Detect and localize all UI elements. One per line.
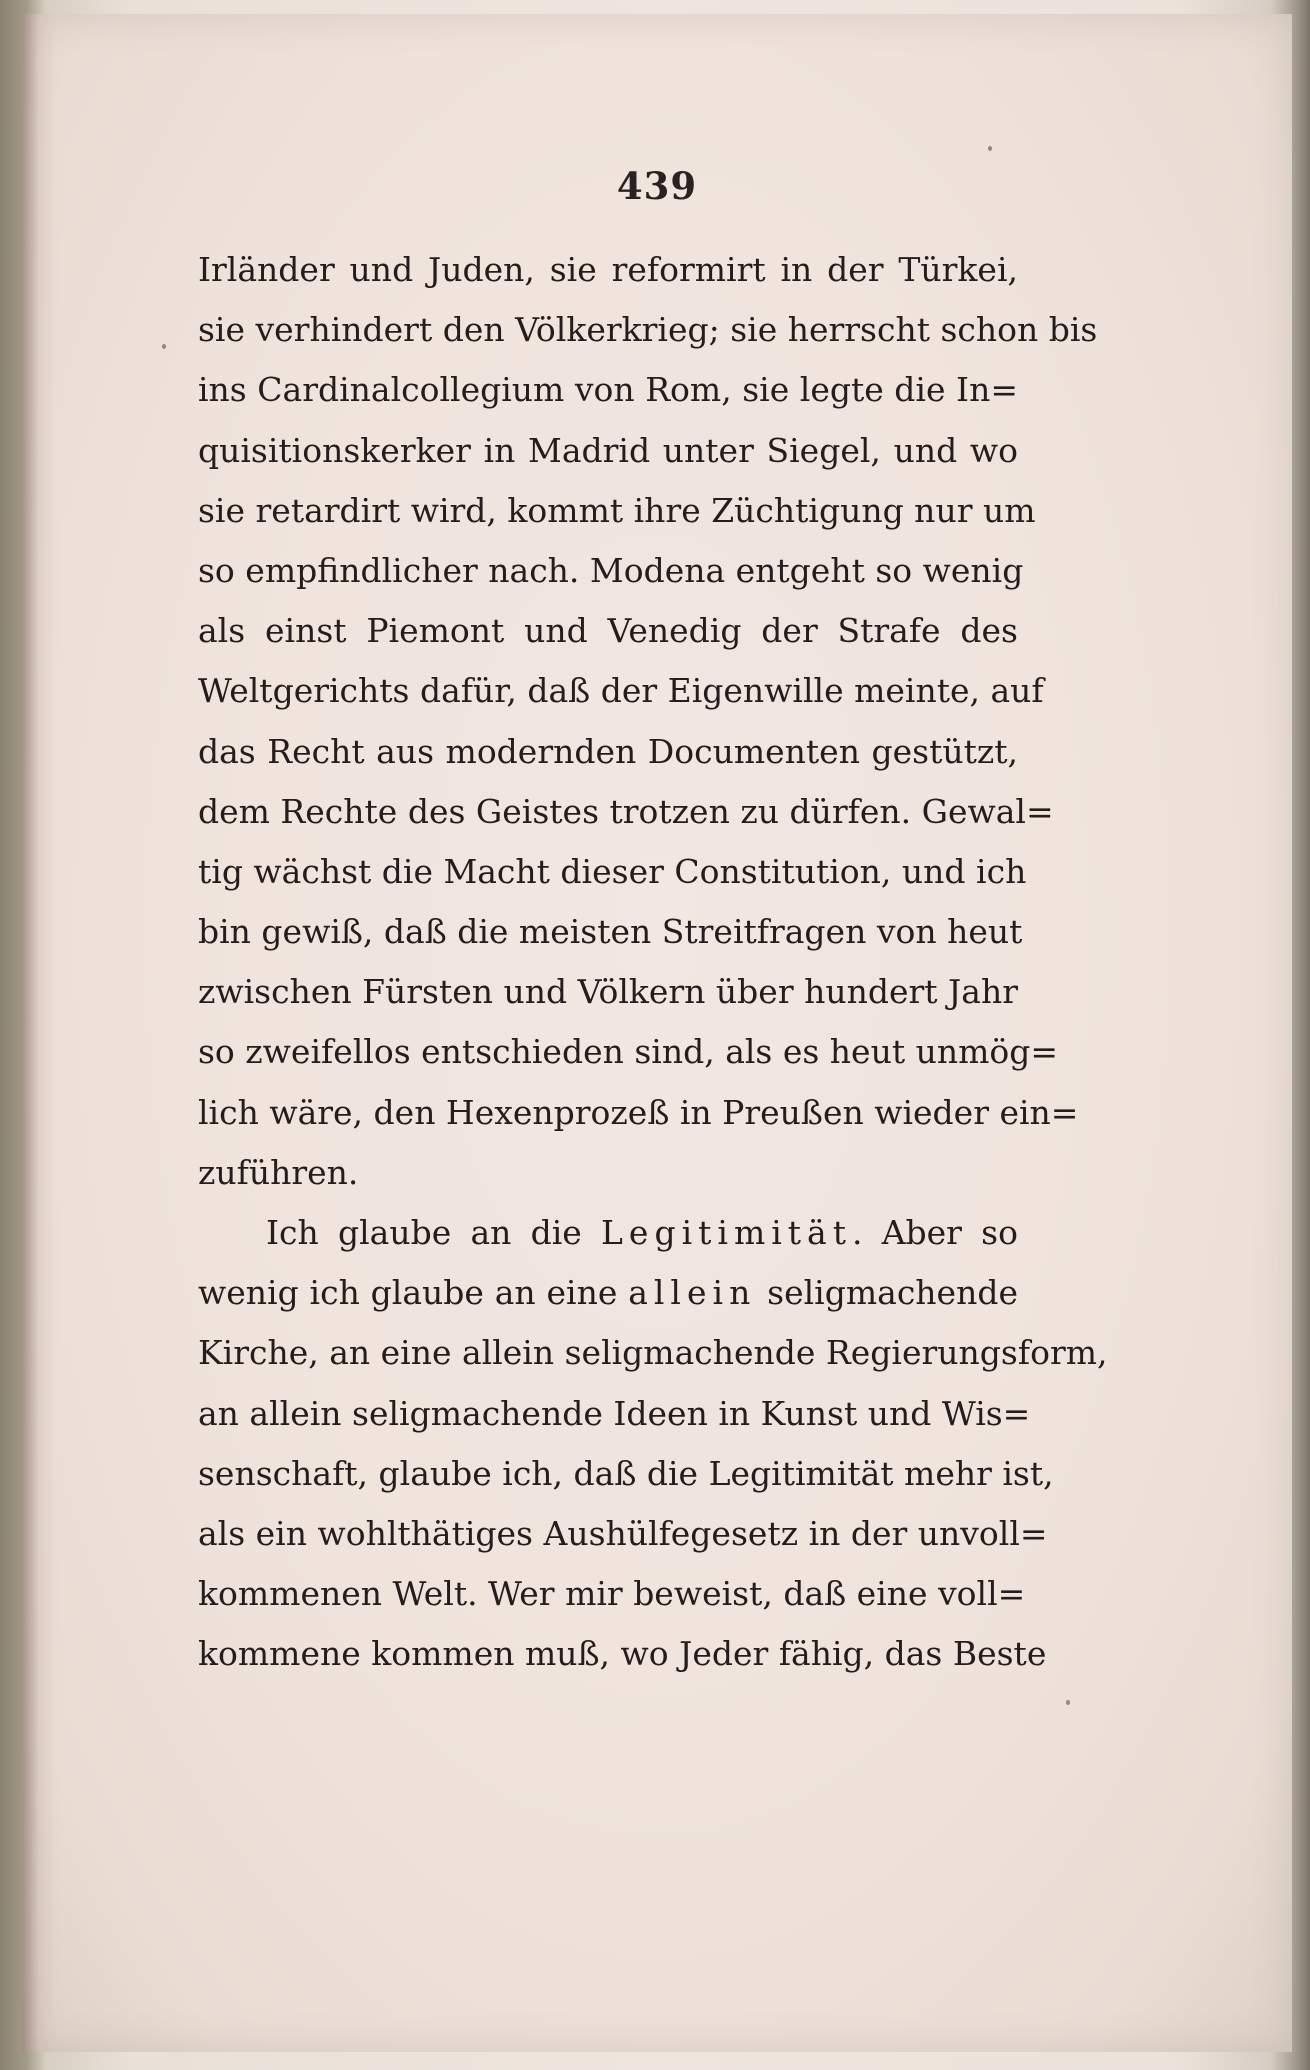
text-run: seligmachende — [756, 1273, 1018, 1313]
paper-speck — [162, 344, 166, 349]
text-line: kommenen Welt. Wer mir beweist, daß eine voll= — [198, 1574, 1026, 1614]
text-line: ins Cardinalcollegium von Rom, sie legte die In= — [198, 370, 1018, 410]
text-line: tig wächst die Macht dieser Constitution, und ich — [198, 851, 1027, 891]
text-line: Weltgerichts dafür, daß der Eigenwille meinte, auf — [198, 671, 1044, 711]
text-line: an allein seligmachende Ideen in Kunst und Wis= — [198, 1393, 1031, 1433]
emphasized-word: Legitimität — [601, 1213, 852, 1252]
paper-speck — [1066, 1700, 1070, 1705]
text-line: lich wäre, den Hexenprozeß in Preußen wieder ein= — [198, 1092, 1079, 1132]
text-line: zuführen. — [198, 1152, 359, 1192]
text-run: wenig ich glaube an eine — [198, 1273, 629, 1313]
text-line: sie retardirt wird, kommt ihre Züchtigung nur um — [198, 490, 1036, 530]
text-line: so empfindlicher nach. Modena entgeht so wenig — [198, 550, 1024, 590]
text-line: Kirche, an eine allein seligmachende Regierungsform, — [198, 1333, 1108, 1373]
text-line — [198, 1263, 1018, 1323]
text-line: als einst Piemont und Venedig der Strafe des — [198, 611, 1018, 651]
emphasized-word: allein — [628, 1273, 757, 1313]
paper-speck — [988, 146, 992, 151]
text-line: bin gewiß, daß die meisten Streitfragen von heut — [198, 912, 1023, 952]
text-line: so zweifellos entschieden sind, als es heut unmög= — [198, 1032, 1059, 1072]
text-line: zwischen Fürsten und Völkern über hundert Jahr — [198, 972, 1018, 1012]
text-line — [198, 1203, 1018, 1263]
text-line: Irländer und Juden, sie reformirt in der Türkei, — [198, 250, 1018, 289]
text-line: das Recht aus modernden Documenten gestützt, — [198, 731, 1018, 771]
text-line: als ein wohlthätiges Aushülfegesetz in der unvoll= — [198, 1513, 1048, 1553]
text-run: Ich glaube an die — [266, 1213, 602, 1252]
body-text — [198, 240, 1108, 1685]
text-line: quisitionskerker in Madrid unter Siegel, und wo — [198, 430, 1018, 470]
spine-shadow — [22, 14, 56, 2052]
text-run: . Aber so — [852, 1213, 1018, 1252]
text-line: senschaft, glaube ich, daß die Legitimität mehr ist, — [198, 1453, 1054, 1493]
text-line: kommene kommen muß, wo Jeder fähig, das Beste — [198, 1634, 1047, 1674]
page-number: 439 — [616, 164, 698, 208]
book-page — [22, 14, 1292, 2052]
text-line: sie verhindert den Völkerkrieg; sie herrscht schon bis — [198, 310, 1098, 350]
text-line: dem Rechte des Geistes trotzen zu dürfen. Gewal= — [198, 791, 1054, 831]
